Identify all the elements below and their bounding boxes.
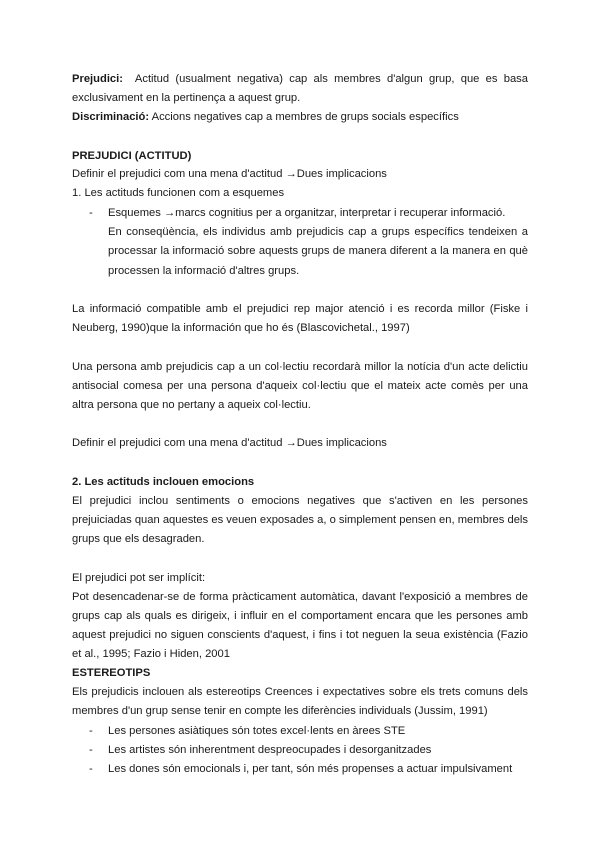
bullet-line-2: En conseqüència, els individus amb prejudicis cap a grups específics tendeixen a [108,226,528,238]
prejudici-definition-line-1 [72,72,528,86]
discriminacio-definition [72,110,528,124]
bullet-line-4: processen la informació d'altres grups. [108,265,300,277]
point-1: 1. Les actituds funcionen com a esquemes [72,187,285,199]
list-item: Les persones asiàtiques són totes excel·lents en àrees STE [108,725,406,737]
list-item: Les artistes són inherentment despreocupades i desorganitzades [108,744,432,756]
bullet-dash: - [89,207,93,219]
implicit-label: El prejudici pot ser implícit: [72,572,206,584]
define-line: Definir el prejudici com una mena d'actitud →Dues implicacions [72,168,387,180]
emocions-line-3: grups que els desagraden. [72,533,205,545]
list-dash: - [89,744,93,756]
para2-line-3: altra persona que no pertany a aqueix col·lectiu. [72,399,311,411]
para1-line-1: La informació compatible amb el prejudici rep major atenció i es recorda millor (Fiske i [72,303,528,315]
section-heading-emocions: 2. Les actituds inclouen emocions [72,476,255,488]
list-item: Les dones són emocionals i, per tant, són més propenses a actuar impulsivament [108,763,513,775]
estereotips-line-1: Els prejudicis inclouen als estereotips Creences i expectatives sobre els trets comuns dels [72,686,528,698]
prejudici-text: Actitud (usualment negativa) cap als membres d'algun grup, que es basa [134,73,528,85]
list-dash: - [89,763,93,775]
define-line-2: Definir el prejudici com una mena d'actitud →Dues implicacions [72,437,387,449]
implicit-line-4: et al., 1995; Fazio i Hiden, 2001 [72,648,230,660]
section-heading-estereotips: ESTEREOTIPS [72,667,151,679]
implicit-line-2: grups cap als quals es dirigeix, i influir en el comportament encara que les persones amb [72,610,528,622]
bullet-line-1: Esquemes →marcs cognitius per a organitzar, interpretar i recuperar informació. [108,207,506,219]
para2-line-2: antisocial comesa per una persona d'aqueix col·lectiu que el mateix acte comès per una [72,380,528,392]
para1-line-2: Neuberg, 1990)que la información que ho és (Blascovichetal., 1997) [72,322,410,334]
prejudici-term: Prejudici: [72,73,123,85]
discriminacio-text: Accions negatives cap a membres de grups socials específics [151,111,459,123]
implicit-line-1: Pot desencadenar-se de forma pràcticament automàtica, davant l'exposició a membres de [72,591,528,603]
section-heading-prejudici: PREJUDICI (ACTITUD) [72,150,192,162]
estereotips-line-2: membres d'un grup sense tenir en compte les diferències individuals (Jussim, 1991) [72,705,488,717]
implicit-line-3: aquest prejudici no siguen conscients d'aquest, i fins i tot neguen la seua existència (Fazio [72,629,528,641]
bullet-line-3: processar la informació sobre aquests grups de manera diferent a la manera en què [108,245,528,257]
prejudici-definition-line-2: exclusivament en la pertinença a aquest grup. [72,92,301,104]
para2-line-1: Una persona amb prejudicis cap a un col·lectiu recordarà millor la notícia d'un acte delictiu [72,361,528,373]
emocions-line-2: prejuiciadas quan aquestes es veuen exposades a, o simplement pensen en, membres dels [72,514,528,526]
discriminacio-term: Discriminació: [72,111,150,123]
emocions-line-1: El prejudici inclou sentiments o emocions negatives que s'activen en les persones [72,495,528,507]
list-dash: - [89,725,93,737]
